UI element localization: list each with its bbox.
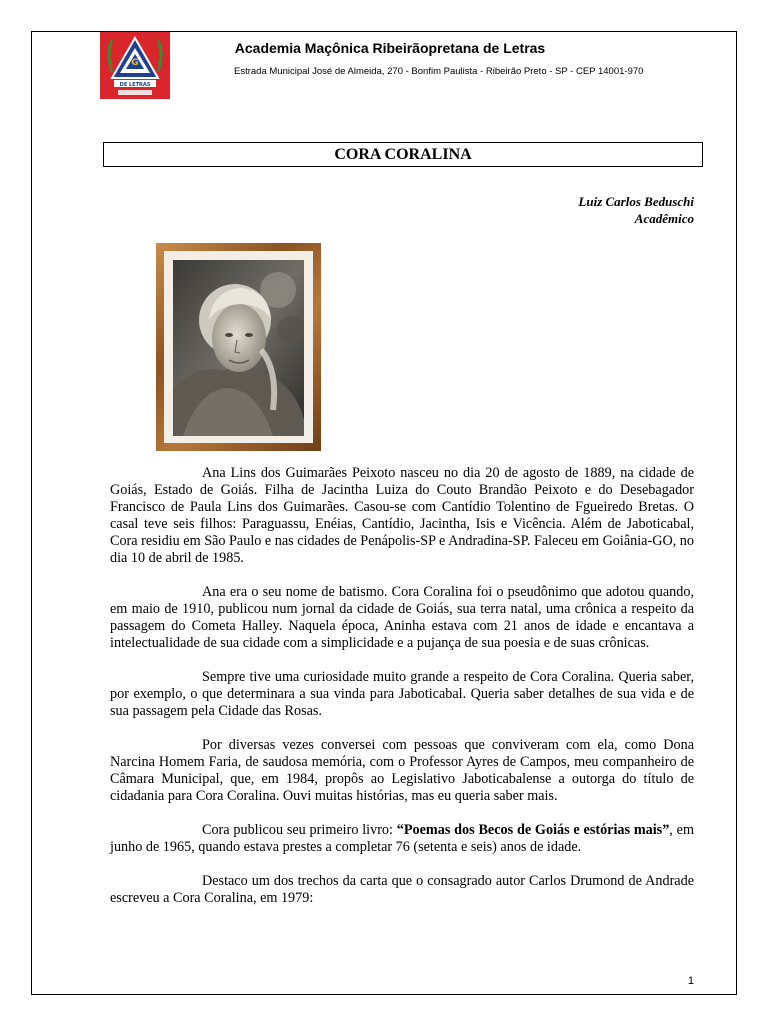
academy-logo [100, 32, 170, 99]
logo-caption: DE LETRAS [119, 82, 151, 88]
paragraph-6: Destaco um dos trechos da carta que o consagrado autor Carlos Drumond de Andrade escreveu a Cora Coralina, em 1979: [110, 873, 694, 906]
document-title: CORA CORALINA [103, 142, 703, 167]
paragraph-4: Por diversas vezes conversei com pessoas que conviveram com ela, como Dona Narcina Homem Faria, de saudosa memória, com o Professor Ayres de Campos, meu companheiro de Câmara Municipal, que, em 1984, propôs ao Legislativo Jaboticabalense a outorga do título de cidadania para Cora Coralina. Ouvi muitas histórias, mas eu queria saber mais. [110, 737, 694, 804]
header-title: Academia Maçônica Ribeirãopretana de Letras [234, 40, 546, 56]
author-name: Luiz Carlos Beduschi [578, 194, 694, 209]
portrait-mat [164, 251, 313, 443]
paragraph-2: Ana era o seu nome de batismo. Cora Coralina foi o pseudônimo que adotou quando, em maio de 1910, publicou num jornal da cidade de Goiás, sua terra natal, uma crônica a respeito da passagem do Cometa Halley. Naquela época, Aninha estava com 21 anos de idade e encantava a intelectualidade de sua cidade com a simplicidade e a pujança de sua poesia e de suas crônicas. [110, 584, 694, 651]
paragraph-1: Ana Lins dos Guimarães Peixoto nasceu no dia 20 de agosto de 1889, na cidade de Goiás, Estado de Goiás. Filha de Jacintha Luiza do Couto Brandão Peixoto e do Desebagador Francisco de Paula Lins dos Guimarães. Casou-se com Cantídio Tolentino de Fgueiredo Bretas. O casal teve seis filhos: Paraguassu, Enéias, Cantídio, Jacintha, Isis e Vicência. Além de Jaboticabal, Cora residiu em São Paulo e nas cidades de Penápolis-SP e Andradina-SP. Faleceu em Goiânia-GO, no dia 10 de abril de 1985. [110, 465, 694, 566]
paragraph-3: Sempre tive uma curiosidade muito grande a respeito de Cora Coralina. Queria saber, por exemplo, o que determinara a sua vinda para Jaboticabal. Queria saber detalhes de sua vida e de sua passagem pela Cidade das Rosas. [110, 669, 694, 719]
book-title: “Poemas dos Becos de Goiás e estórias mais” [396, 822, 670, 838]
paragraph-5-intro: Cora publicou seu primeiro livro: [202, 822, 397, 838]
portrait-frame [156, 243, 321, 451]
paragraph-5 [110, 822, 694, 856]
paragraph-5-rest: , em junho de 1965, quando estava prestes a completar 76 (setenta e seis) anos de idade. [110, 822, 694, 855]
author-role: Acadêmico [634, 211, 694, 226]
svg-text:G: G [131, 58, 139, 68]
header-address: Estrada Municipal José de Almeida, 270 - Bonfim Paulista - Ribeirão Preto - SP - CEP 14001-970 [234, 66, 644, 77]
page-number: 1 [687, 975, 694, 987]
author-block [578, 193, 694, 227]
portrait-photo [173, 260, 304, 436]
article-body [110, 465, 694, 924]
academy-logo-graphic [100, 32, 170, 99]
